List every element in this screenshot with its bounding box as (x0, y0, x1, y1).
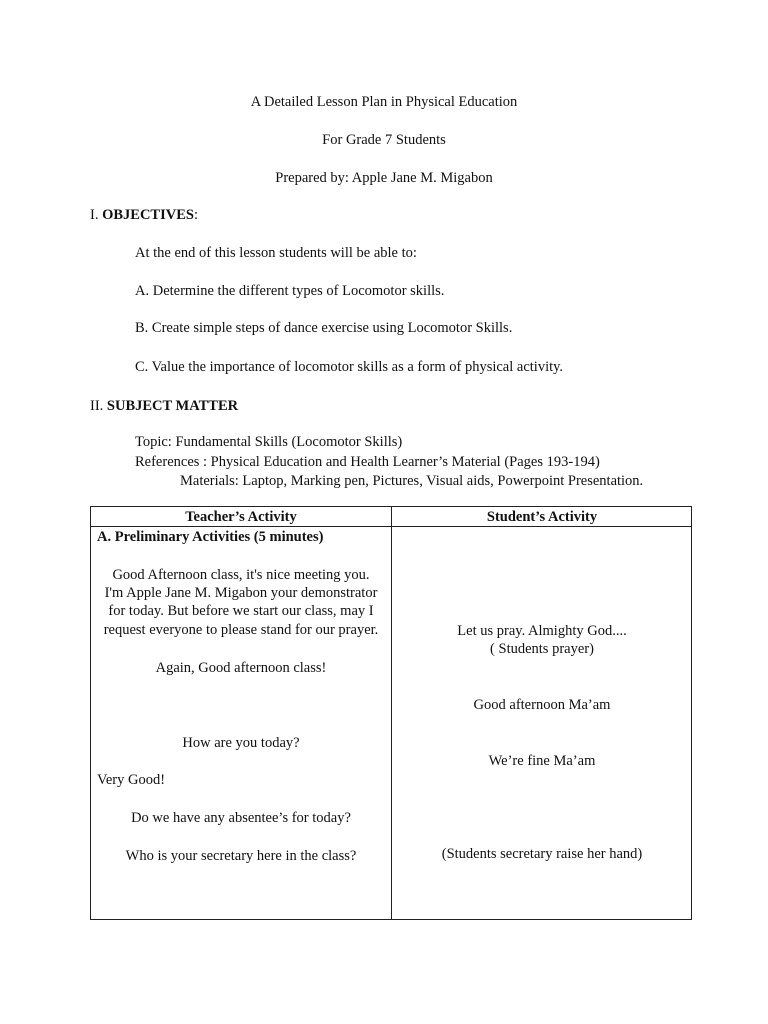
teacher-secretary-question: Who is your secretary here in the class? (125, 848, 357, 864)
student-prayer: ( Students prayer) (490, 641, 594, 657)
preliminary-heading: A. Preliminary Activities (5 minutes) (97, 529, 324, 545)
objective-item: B. Create simple steps of dance exercise using Locomotor Skills. (135, 320, 513, 336)
student-greeting: Good afternoon Ma’am (473, 697, 611, 713)
subject-matter-heading (90, 397, 238, 415)
activity-table (90, 506, 692, 920)
teacher-absentee-question: Do we have any absentee’s for today? (131, 810, 351, 826)
subject-matter-number: II. (90, 398, 107, 414)
student-pray: Let us pray. Almighty God.... (457, 623, 627, 639)
objectives-colon: : (193, 207, 198, 223)
student-secretary: (Students secretary raise her hand) (441, 846, 643, 862)
objective-item: C. Value the importance of locomotor skills as a form of physical activity. (135, 359, 564, 375)
grade-line: For Grade 7 Students (322, 132, 446, 148)
teacher-again-greeting: Again, Good afternoon class! (155, 660, 327, 676)
teacher-how-are-you: How are you today? (182, 735, 300, 751)
teacher-very-good: Very Good! (97, 772, 166, 788)
objective-item: A. Determine the different types of Locomotor skills. (135, 283, 445, 299)
teacher-greeting-line: I'm Apple Jane M. Migabon your demonstrator (104, 585, 378, 601)
objectives-heading (90, 206, 198, 224)
objectives-label: OBJECTIVES (102, 207, 194, 223)
teacher-greeting-line: request everyone to please stand for our prayer. (103, 622, 379, 638)
subject-topic: Topic: Fundamental Skills (Locomotor Skills) (135, 434, 403, 450)
teacher-activity-header: Teacher’s Activity (185, 509, 297, 525)
subject-matter-label: SUBJECT MATTER (106, 398, 239, 414)
objectives-number: I. (90, 207, 103, 223)
prepared-by: Prepared by: Apple Jane M. Migabon (275, 170, 493, 186)
header-rule (91, 526, 691, 527)
document-title: A Detailed Lesson Plan in Physical Education (250, 94, 518, 110)
subject-materials: Materials: Laptop, Marking pen, Pictures, Visual aids, Powerpoint Presentation. (180, 473, 644, 489)
teacher-greeting-line: Good Afternoon class, it's nice meeting you. (112, 567, 370, 583)
objectives-intro: At the end of this lesson students will be able to: (135, 245, 417, 261)
student-fine: We’re fine Ma’am (488, 753, 596, 769)
teacher-greeting-line: for today. But before we start our class, may I (108, 603, 374, 619)
student-activity-header: Student’s Activity (486, 509, 598, 525)
subject-references: References : Physical Education and Health Learner’s Material (Pages 193-194) (135, 454, 600, 470)
